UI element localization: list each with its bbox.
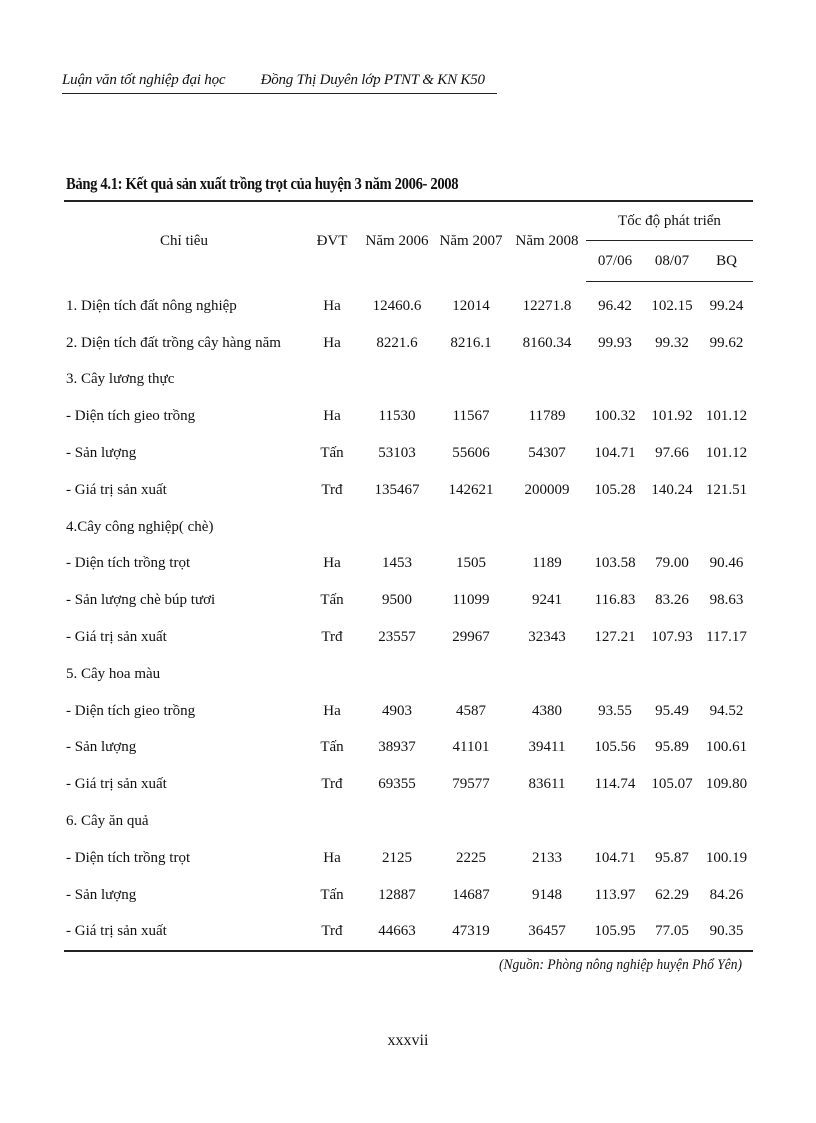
cell-g0807 (644, 803, 700, 840)
table-title: Bảng 4.1: Kết quả sản xuất trồng trọt của huyện 3 năm 2006- 2008 (66, 174, 459, 193)
cell-g0706: 105.95 (594, 923, 636, 940)
cell-unit: Ha (323, 297, 341, 314)
cell-unit (304, 362, 360, 399)
cell-gbq: 101.12 (705, 408, 748, 425)
cell-label: - Sản lượng (66, 445, 137, 462)
header-growth-07-06: 07/06 (586, 241, 644, 282)
header-author-label: Đồng Thị Duyên lớp PTNT & KN K50 (260, 72, 485, 88)
cell-g0706 (586, 509, 644, 546)
cell-y2007: 29967 (452, 629, 490, 646)
source-note: (Nguồn: Phòng nông nghiệp huyện Phổ Yên) (499, 957, 742, 973)
cell-y2008: 9241 (532, 592, 562, 609)
table-row (64, 840, 753, 877)
cell-g0807: 140.24 (651, 481, 693, 498)
table-row (64, 619, 753, 656)
cell-y2007: 11567 (452, 408, 490, 425)
cell-gbq: 100.61 (705, 739, 748, 756)
cell-g0706: 96.42 (598, 297, 632, 314)
cell-y2006: 69355 (378, 776, 416, 793)
cell-y2006: 38937 (378, 739, 416, 756)
cell-unit: Ha (323, 334, 341, 351)
cell-g0706: 100.32 (594, 408, 636, 425)
cell-y2007 (434, 362, 508, 399)
cell-y2006: 53103 (378, 445, 416, 462)
cell-g0807: 95.87 (655, 849, 689, 866)
cell-unit: Trđ (321, 923, 343, 940)
table-row (64, 325, 753, 362)
cell-label: - Diện tích gieo trồng (66, 408, 196, 425)
table-row (64, 582, 753, 619)
cell-y2007: 47319 (452, 923, 490, 940)
cell-y2007: 79577 (452, 776, 490, 793)
cell-y2006: 44663 (378, 923, 416, 940)
cell-y2006: 8221.6 (376, 334, 418, 351)
cell-y2008: 12271.8 (522, 297, 572, 314)
cell-y2006: 2125 (382, 849, 412, 866)
cell-y2007: 4587 (456, 702, 486, 719)
cell-g0807: 102.15 (651, 297, 693, 314)
cell-g0807: 105.07 (651, 776, 693, 793)
cell-label: 5. Cây hoa màu (66, 665, 161, 682)
cell-unit (304, 509, 360, 546)
cell-y2007 (434, 803, 508, 840)
cell-y2007: 142621 (448, 481, 494, 498)
cell-y2006: 9500 (382, 592, 412, 609)
cell-gbq: 109.80 (705, 776, 748, 793)
cell-g0807: 83.26 (655, 592, 689, 609)
cell-gbq: 98.63 (709, 592, 744, 609)
header-growth-rate: Tốc độ phát triển (586, 201, 753, 241)
cell-g0706: 104.71 (594, 445, 636, 462)
cell-gbq (700, 803, 753, 840)
cell-y2006: 4903 (382, 702, 412, 719)
crop-production-table (64, 200, 753, 952)
cell-label: - Diện tích trồng trọt (66, 849, 191, 866)
cell-g0706 (586, 362, 644, 399)
cell-g0706: 116.83 (594, 592, 636, 609)
cell-unit: Ha (323, 408, 341, 425)
cell-gbq (700, 656, 753, 693)
cell-y2008 (508, 362, 586, 399)
cell-gbq: 100.19 (705, 849, 748, 866)
cell-g0706: 114.74 (594, 776, 636, 793)
cell-g0706 (586, 656, 644, 693)
cell-label: - Giá trị sản xuất (66, 923, 167, 940)
cell-g0706: 105.28 (594, 481, 636, 498)
table-row (64, 693, 753, 730)
cell-y2008 (508, 509, 586, 546)
cell-gbq: 99.62 (709, 334, 744, 351)
cell-y2007: 41101 (452, 739, 490, 756)
header-growth-average: BQ (700, 241, 753, 282)
cell-g0807 (644, 656, 700, 693)
cell-label: 1. Diện tích đất nông nghiệp (66, 297, 237, 314)
cell-g0706 (586, 803, 644, 840)
cell-y2007: 55606 (452, 445, 490, 462)
cell-g0706: 99.93 (598, 334, 632, 351)
table-row (64, 656, 753, 693)
cell-y2008: 54307 (528, 445, 566, 462)
cell-y2006: 12887 (378, 886, 416, 903)
cell-unit: Tấn (320, 592, 344, 609)
cell-label: 2. Diện tích đất trồng cây hàng năm (66, 334, 281, 351)
cell-gbq: 90.35 (709, 923, 744, 940)
cell-y2006: 135467 (374, 481, 420, 498)
cell-y2008: 36457 (528, 923, 566, 940)
cell-gbq: 99.24 (709, 297, 744, 314)
cell-g0807: 99.32 (655, 334, 689, 351)
table-body (64, 282, 753, 952)
cell-y2008: 9148 (532, 886, 562, 903)
cell-y2006: 11530 (378, 408, 416, 425)
header-unit: ĐVT (316, 233, 348, 250)
cell-label: 3. Cây lương thực (66, 371, 175, 388)
cell-gbq: 84.26 (709, 886, 744, 903)
cell-g0706: 105.56 (594, 739, 636, 756)
cell-y2006 (360, 656, 434, 693)
cell-unit: Tấn (320, 739, 344, 756)
cell-y2006: 1453 (382, 555, 412, 572)
cell-gbq (700, 362, 753, 399)
page-header (62, 72, 497, 94)
cell-y2007: 2225 (456, 849, 486, 866)
cell-y2006 (360, 509, 434, 546)
cell-label: - Giá trị sản xuất (66, 481, 167, 498)
table-row (64, 766, 753, 803)
cell-gbq: 94.52 (709, 702, 744, 719)
cell-y2008: 1189 (532, 555, 562, 572)
cell-g0807: 62.29 (655, 886, 689, 903)
table-row (64, 509, 753, 546)
cell-g0706: 93.55 (598, 702, 632, 719)
cell-unit: Trđ (321, 481, 343, 498)
table-row (64, 362, 753, 399)
cell-unit (304, 656, 360, 693)
header-year-2008: Năm 2008 (515, 233, 579, 250)
header-thesis-label: Luận văn tốt nghiệp đại học (62, 72, 226, 88)
cell-gbq: 117.17 (706, 629, 747, 646)
cell-y2008: 11789 (528, 408, 566, 425)
cell-g0706: 113.97 (594, 886, 636, 903)
cell-y2008 (508, 803, 586, 840)
cell-unit (304, 803, 360, 840)
cell-g0807: 101.92 (651, 408, 693, 425)
cell-label: - Sản lượng chè búp tươi (66, 592, 216, 609)
header-growth-08-07: 08/07 (644, 241, 700, 282)
cell-y2008: 4380 (532, 702, 562, 719)
cell-g0807 (644, 509, 700, 546)
cell-label: - Diện tích gieo trồng (66, 702, 196, 719)
header-year-2006: Năm 2006 (365, 233, 429, 250)
cell-y2007: 12014 (452, 297, 490, 314)
cell-label: 6. Cây ăn quả (66, 813, 149, 830)
cell-g0706: 104.71 (594, 849, 636, 866)
table-row (64, 877, 753, 914)
cell-y2008: 39411 (528, 739, 566, 756)
cell-unit: Ha (323, 555, 341, 572)
cell-g0807: 77.05 (655, 923, 689, 940)
table-row (64, 435, 753, 472)
cell-label: - Sản lượng (66, 739, 137, 756)
cell-y2006 (360, 362, 434, 399)
cell-y2008: 200009 (524, 481, 570, 498)
cell-y2007: 1505 (456, 555, 486, 572)
table-row (64, 803, 753, 840)
cell-g0807: 95.89 (655, 739, 689, 756)
header-year-2007: Năm 2007 (439, 233, 503, 250)
cell-y2007 (434, 656, 508, 693)
cell-y2008: 8160.34 (522, 334, 572, 351)
cell-y2008: 2133 (532, 849, 562, 866)
cell-label: - Diện tích trồng trọt (66, 555, 191, 572)
cell-y2008: 83611 (528, 776, 566, 793)
cell-y2007: 14687 (452, 886, 490, 903)
cell-y2007: 11099 (452, 592, 490, 609)
cell-g0807 (644, 362, 700, 399)
cell-y2006: 12460.6 (372, 297, 422, 314)
cell-y2008: 32343 (528, 629, 566, 646)
cell-label: - Giá trị sản xuất (66, 776, 167, 793)
cell-unit: Tấn (320, 886, 344, 903)
cell-unit: Trđ (321, 776, 343, 793)
cell-g0807: 95.49 (655, 702, 689, 719)
table-row (64, 282, 753, 325)
table-row (64, 472, 753, 509)
header-indicator: Chỉ tiêu (160, 233, 208, 250)
cell-g0706: 127.21 (594, 629, 636, 646)
table-row (64, 398, 753, 435)
cell-gbq: 121.51 (705, 481, 748, 498)
cell-y2006: 23557 (378, 629, 416, 646)
cell-unit: Ha (323, 849, 341, 866)
cell-unit: Trđ (321, 629, 343, 646)
cell-y2007: 8216.1 (450, 334, 492, 351)
cell-g0706: 103.58 (594, 555, 636, 572)
cell-gbq: 90.46 (709, 555, 744, 572)
cell-unit: Tấn (320, 445, 344, 462)
table-row (64, 730, 753, 767)
cell-gbq: 101.12 (705, 445, 748, 462)
cell-gbq (700, 509, 753, 546)
cell-label: - Sản lượng (66, 886, 137, 903)
cell-g0807: 79.00 (655, 555, 689, 572)
page-number: xxxvii (387, 1032, 429, 1049)
cell-label: - Giá trị sản xuất (66, 629, 167, 646)
cell-unit: Ha (323, 702, 341, 719)
cell-y2008 (508, 656, 586, 693)
cell-g0807: 107.93 (651, 629, 693, 646)
cell-g0807: 97.66 (655, 445, 689, 462)
table-row (64, 914, 753, 952)
cell-y2007 (434, 509, 508, 546)
cell-label: 4.Cây công nghiệp( chè) (66, 518, 214, 535)
table-row (64, 546, 753, 583)
cell-y2006 (360, 803, 434, 840)
